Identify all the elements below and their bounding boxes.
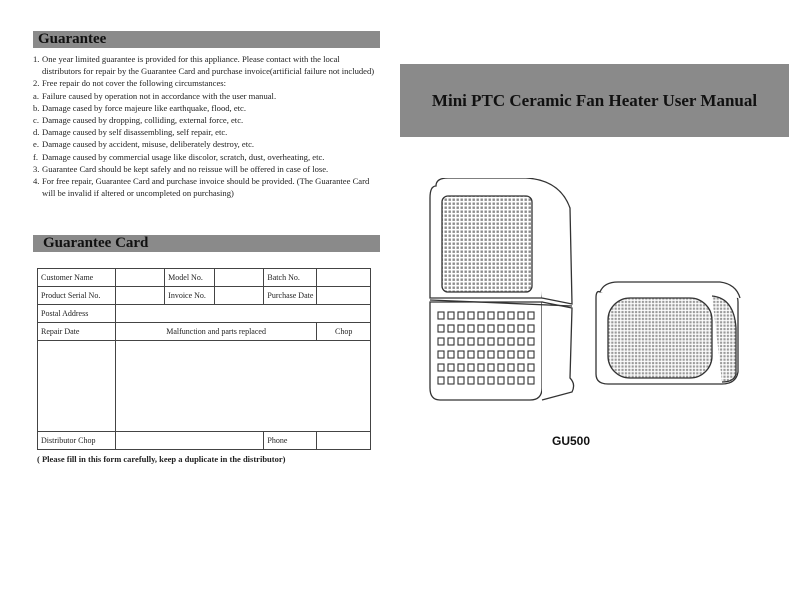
list-item <box>33 77 378 89</box>
list-item <box>33 151 378 163</box>
phone-field[interactable] <box>317 432 371 450</box>
list-item-text: Damage caused by accident, misuse, deliberately destroy, etc. <box>42 139 255 150</box>
list-item-marker: f. <box>33 151 39 162</box>
list-item-text: Free repair do not cover the following circumstances: <box>42 78 226 89</box>
phone-label: Phone <box>264 432 317 450</box>
distributor-chop-label: Distributor Chop <box>38 432 116 450</box>
invoice-no-label: Invoice No. <box>165 287 215 305</box>
list-item-text: Damage caused by dropping, colliding, external force, etc. <box>42 115 244 126</box>
table-row <box>38 305 371 323</box>
list-item-marker: 3. <box>33 163 40 174</box>
list-item-marker: d. <box>33 127 40 138</box>
guarantee-card-form <box>37 268 371 450</box>
model-number: GU500 <box>552 434 591 448</box>
malfunction-label: Malfunction and parts replaced <box>115 323 317 341</box>
distributor-chop-field[interactable] <box>115 432 264 450</box>
manual-title: Mini PTC Ceramic Fan Heater User Manual <box>400 64 789 137</box>
postal-address-label: Postal Address <box>38 305 116 323</box>
list-item-marker: 4. <box>33 176 40 187</box>
list-item-marker: a. <box>33 90 39 101</box>
product-serial-field[interactable] <box>115 287 164 305</box>
list-item-marker: 2. <box>33 78 40 89</box>
list-item-marker: b. <box>33 102 40 113</box>
customer-name-label: Customer Name <box>38 269 116 287</box>
form-note: ( Please fill in this form carefully, keep a duplicate in the distributor) <box>37 454 286 464</box>
model-no-label: Model No. <box>165 269 215 287</box>
list-item-marker: e. <box>33 139 39 150</box>
batch-no-field[interactable] <box>317 269 371 287</box>
tall-heater <box>430 178 574 400</box>
purchase-date-field[interactable] <box>317 287 371 305</box>
list-item <box>33 90 378 102</box>
batch-no-label: Batch No. <box>264 269 317 287</box>
model-no-field[interactable] <box>215 269 264 287</box>
list-item <box>33 53 378 77</box>
cover-page <box>400 0 800 594</box>
heater-illustration <box>400 178 800 418</box>
guarantee-terms-list <box>33 53 378 199</box>
table-row <box>38 341 371 432</box>
table-row <box>38 323 371 341</box>
list-item <box>33 102 378 114</box>
small-heater <box>596 282 740 384</box>
table-row <box>38 287 371 305</box>
guarantee-heading: Guarantee <box>33 31 380 48</box>
postal-address-field[interactable] <box>115 305 370 323</box>
customer-name-field[interactable] <box>115 269 164 287</box>
list-item-text: Failure caused by operation not in accordance with the user manual. <box>42 90 277 101</box>
list-item-text: One year limited guarantee is provided for this appliance. Please contact with the local distributors for repair by the Guarantee Card and purchase invoice(artificial failure not included) <box>42 54 375 77</box>
list-item-text: Damage caused by self disassembling, self repair, etc. <box>42 127 228 138</box>
list-item <box>33 114 378 126</box>
list-item <box>33 163 378 175</box>
invoice-no-field[interactable] <box>215 287 264 305</box>
chop-label: Chop <box>317 323 371 341</box>
list-item-text: Damage cased by force majeure like earthquake, flood, etc. <box>42 102 247 113</box>
list-item-marker: 1. <box>33 54 40 64</box>
guarantee-card-heading: Guarantee Card <box>33 235 380 252</box>
list-item <box>33 126 378 138</box>
table-row <box>38 432 371 450</box>
list-item-text: Damage caused by commercial usage like discolor, scratch, dust, overheating, etc. <box>42 151 325 162</box>
list-item-text: Guarantee Card should be kept safely and no reissue will be offered in case of lose. <box>42 163 329 174</box>
product-serial-label: Product Serial No. <box>38 287 116 305</box>
list-item-marker: c. <box>33 115 39 126</box>
malfunction-field[interactable] <box>115 341 370 432</box>
list-item <box>33 138 378 150</box>
list-item-text: For free repair, Guarantee Card and purchase invoice should be provided. (The Guarantee Card will be invalid if altered or uncompleted on purchasing) <box>42 176 370 199</box>
list-item <box>33 175 378 199</box>
purchase-date-label: Purchase Date <box>264 287 317 305</box>
table-row <box>38 269 371 287</box>
repair-date-field[interactable] <box>38 341 116 432</box>
repair-date-label: Repair Date <box>38 323 116 341</box>
